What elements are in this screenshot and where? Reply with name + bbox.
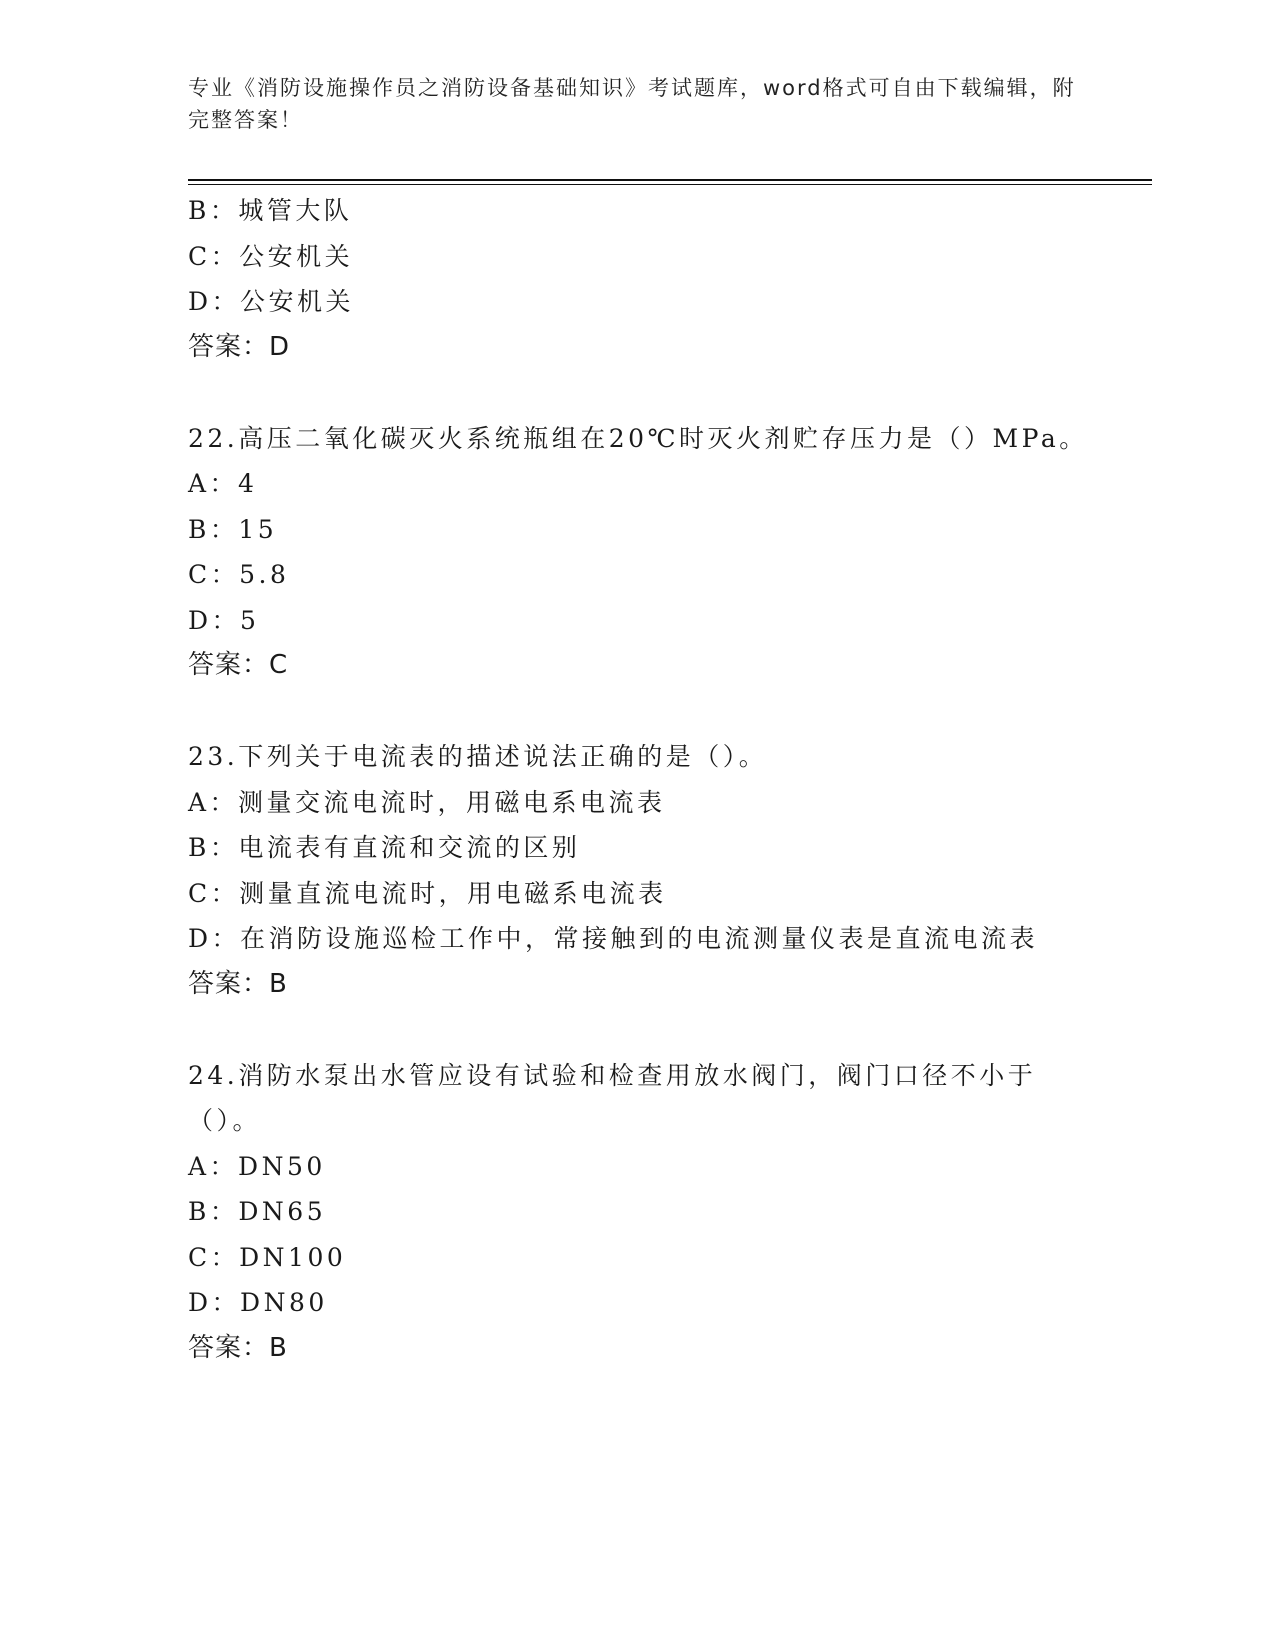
question-23 <box>188 734 1088 1007</box>
question-24 <box>188 1053 1088 1372</box>
header-divider-thin <box>188 184 1152 185</box>
option-b: B：城管大队 <box>188 196 353 225</box>
answer-line: 答案：B <box>188 1332 288 1363</box>
option-d: D：公安机关 <box>188 287 355 316</box>
answer-line: 答案：C <box>188 650 289 680</box>
option-b: B：电流表有直流和交流的区别 <box>188 833 581 862</box>
option-b: B：DN65 <box>188 1197 327 1226</box>
document-header: 专业《消防设施操作员之消防设备基础知识》考试题库，word格式可自由下载编辑，附完整答案！ <box>188 76 1076 132</box>
option-a: A：测量交流电流时，用磁电系电流表 <box>188 787 666 817</box>
option-c: C：5.8 <box>188 560 290 589</box>
header-divider-thick <box>188 179 1152 181</box>
question-text: 22.高压二氧化碳灭火系统瓶组在20℃时灭火剂贮存压力是（）MPa。 <box>188 423 1088 453</box>
question-22 <box>188 416 1088 689</box>
question-text: 23.下列关于电流表的描述说法正确的是（）。 <box>188 742 768 771</box>
option-a: A：4 <box>188 469 258 498</box>
option-c: C：测量直流电流时，用电磁系电流表 <box>188 878 667 908</box>
option-b: B：15 <box>188 514 278 544</box>
question-text: 24.消防水泵出水管应设有试验和检查用放水阀门，阀门口径不小于（）。 <box>188 1060 1037 1135</box>
option-d: D：DN80 <box>188 1288 328 1317</box>
option-c: C：公安机关 <box>188 241 354 271</box>
question-list <box>188 188 1088 1371</box>
question-fragment <box>188 188 1088 370</box>
option-d: D：5 <box>188 605 260 635</box>
option-a: A：DN50 <box>188 1151 326 1181</box>
option-c: C：DN100 <box>188 1242 347 1272</box>
option-d: D：在消防设施巡检工作中，常接触到的电流测量仪表是直流电流表 <box>188 924 1039 953</box>
answer-line: 答案：D <box>188 331 291 362</box>
answer-line: 答案：B <box>188 968 288 999</box>
